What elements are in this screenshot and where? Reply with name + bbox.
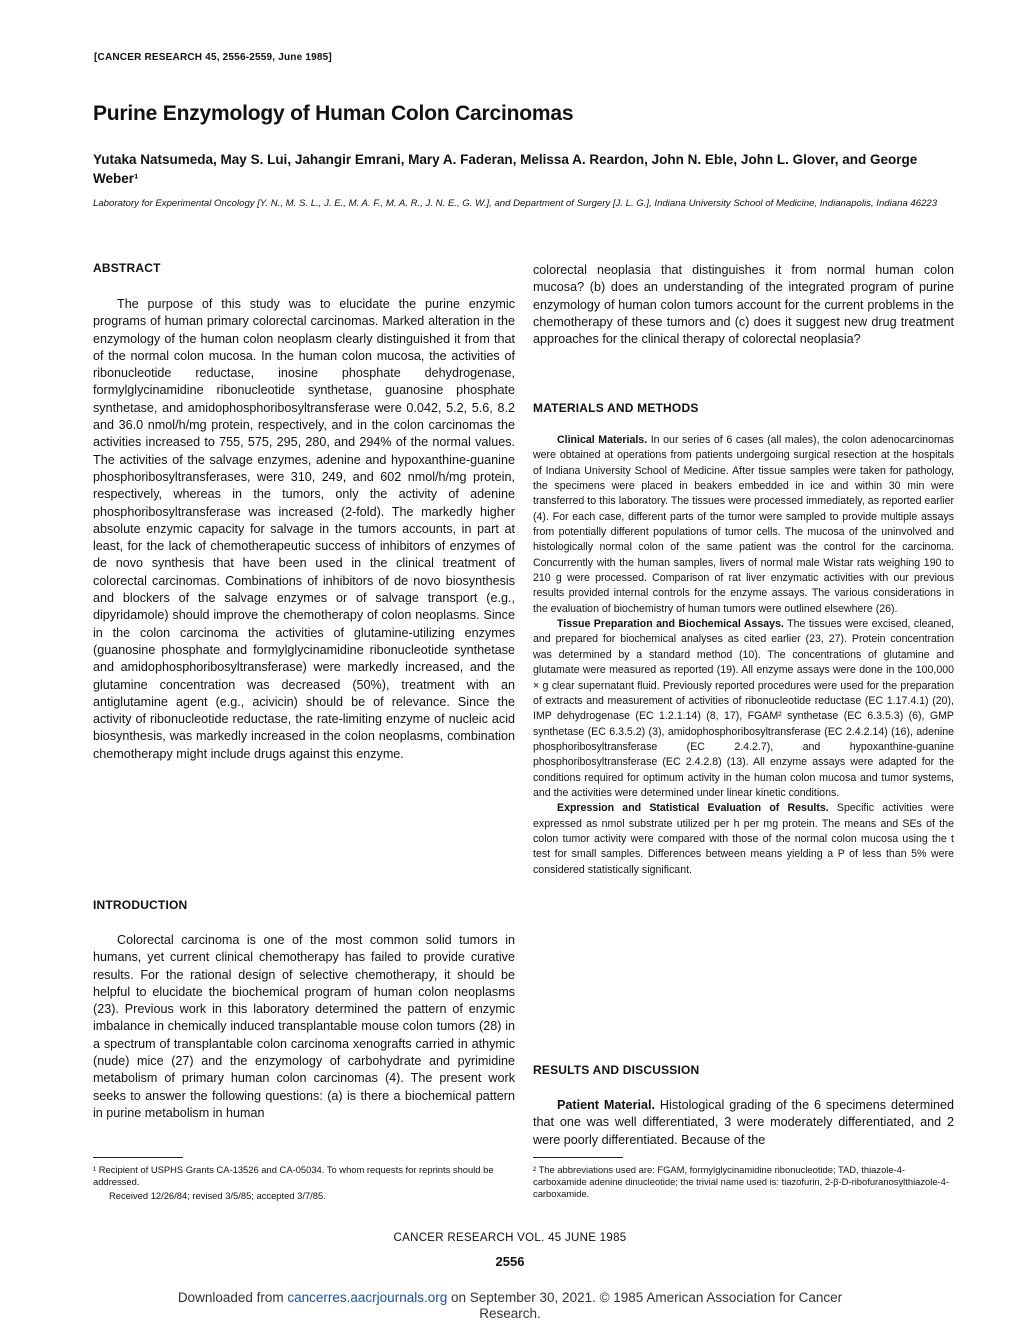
patient-material-runin: Patient Material. [557,1098,655,1112]
clinical-materials-text: In our series of 6 cases (all males), the colon adenocarcinomas were obtained at operations from patients undergoing surgical resection at the hospitals of Indiana University School of Medicine. After tissue samples were taken for pathology, the specimens were placed in beakers embedded in ice and within 30 min were transferred to this laboratory. The tissues were processed immediately, as reported earlier (4). For each case, different parts of the tumor were sampled to provide multiple assays from potentially different populations of tumor cells. The mucosa of the uninvolved and histologically normal colon of the same patient was the control for the carcinoma. Concurrently with the human samples, livers of normal male Wistar rats weighing 190 to 210 g were processed. Comparison of rat liver enzymatic activities with our previous results provided internal controls for the enzyme assays. The various considerations in the evaluation of biochemistry of human tumors were outlined elsewhere (26). [533,434,954,615]
introduction-continued-paragraph: colorectal neoplasia that distinguishes it from normal human colon mucosa? (b) does an understanding of the integrated program of purine enzymology of human colon tumors account for the current problems in the chemotherapy of these tumors and (c) does it suggest new drug treatment approaches for the clinical therapy of colorectal neoplasia? [533,263,954,347]
footnote-1: ¹ Recipient of USPHS Grants CA-13526 and CA-05034. To whom requests for reprints should be addressed. [93,1164,494,1188]
affiliation: Laboratory for Experimental Oncology [Y. N., M. S. L., J. E., M. A. F., M. A. R., J. N. E., G. W.], and Department of Surgery [J. L. G.], Indiana University School of Medicine, Indianapolis, Indiana 46223 [93,198,938,209]
download-suffix: on September 30, 2021. © 1985 American Association for Cancer [450,1290,843,1305]
journal-footer: CANCER RESEARCH VOL. 45 JUNE 1985 [393,1232,627,1244]
journal-citation: [CANCER RESEARCH 45, 2556-2559, June 1985] [94,52,332,63]
footnote-2: ² The abbreviations used are: FGAM, formylglycinamidine ribonucleotide; TAD, thiazole-4-carboxamide adenine dinucleotide; the trivial name used is: tiazofurin, 2-β-D-ribofuranosylthiazole-4-carboxamide. [533,1164,950,1200]
abstract-paragraph: The purpose of this study was to elucidate the purine enzymic programs of human primary colorectal carcinomas. Marked alteration in the enzymology of the human colon neoplasm clearly distinguished it from that of the normal colon mucosa. In the human colon mucosa, the activities of ribonucleotide reductase, inosine phosphate dehydrogenase, formylglycinamidine ribonucleotide synthetase, guanosine phosphate synthetase, and amidophosphoribosyltransferase were 0.042, 5.2, 5.6, 8.2 and 36.0 nmol/h/mg protein, respectively, and in the colon carcinomas the activities increased to 755, 575, 295, 280, and 294% of the normal values. The activities of the salvage enzymes, adenine and hypoxanthine-guanine phosphoribosyltransferases, were 310, 249, and 602 nmol/h/mg protein, respectively, whereas in the tumors, only the activity of adenine phosphoribosyltransferase was increased (2-fold). The markedly higher absolute enzymic capacity for salvage in the tumors accounts, in part at least, for the lack of chemotherapeutic success of inhibitors of enzymes of de novo synthesis that have been used in the clinical treatment of colorectal carcinomas. Combinations of inhibitors of de novo biosynthesis and blockers of the salvage enzymes or of salvage transport (e.g., dipyridamole) should improve the chemotherapy of colon neoplasms. Since in the colon carcinoma the activities of glutamine-utilizing enzymes (guanosine phosphate and formylglycinamidine ribonucleotide synthetase and amidophosphoribosyltransferase) were markedly increased, and the glutamine concentration was decreased (50%), treatment with an antiglutamine agent (e.g., acivicin) should be of relevance. Since the activity of ribonucleotide reductase, the rate-limiting enzyme of nucleic acid biosynthesis, was markedly increased in the colon neoplasms, combination chemotherapy might include drugs against this enzyme. [93,297,515,761]
patient-material-text: Histological grading of the 6 specimens determined that one was well differentiated, 3 were moderately differentiated, and 2 were poorly differentiated. Because of the [533,1098,954,1147]
received-dates: Received 12/26/84; revised 3/5/85; accepted 3/7/85. [109,1190,326,1201]
introduction-heading: INTRODUCTION [93,898,188,912]
introduction-paragraph: Colorectal carcinoma is one of the most common solid tumors in humans, yet current clinical chemotherapy has failed to provide curative results. For the rational design of selective chemotherapy, it should be helpful to elucidate the biochemical program of human colon neoplasms (23). Previous work in this laboratory determined the pattern of enzymic imbalance in chemically induced transplantable mouse colon tumors (28) in a spectrum of transplantable colon carcinoma xenografts carried in athymic (nude) mice (27) and the enzymology of carbohydrate and pyrimidine metabolism of primary human colon carcinomas (4). The present work seeks to answer the following questions: (a) is there a biochemical pattern in purine metabolism in human [93,933,515,1120]
abstract-heading: ABSTRACT [93,261,161,275]
results-heading: RESULTS AND DISCUSSION [533,1063,700,1077]
tissue-preparation-runin: Tissue Preparation and Biochemical Assays. [557,618,784,631]
patient-material-paragraph [533,1097,954,1149]
abstract-body [93,296,515,763]
footnote-divider-right [533,1157,623,1158]
expression-text: Specific activities were expressed as nmol substrate utilized per h per mg protein. The means and SEs of the colon tumor activity were compared with those of the normal colon mucosa using the t test for small samples. Differences between means yielding a P of less than 5% were considered statistically significant. [533,802,954,876]
tissue-preparation-paragraph [533,617,954,801]
author-list: Yutaka Natsumeda, May S. Lui, Jahangir Emrani, Mary A. Faderan, Melissa A. Reardon, John N. Eble, John L. Glover, and George Weber¹ [93,152,918,186]
clinical-materials-runin: Clinical Materials. [557,434,648,446]
expression-runin: Expression and Statistical Evaluation of Results. [557,802,829,815]
introduction-continued [533,262,954,348]
results-body [533,1097,954,1149]
download-notice [0,1290,1020,1322]
download-line-2: Research. [479,1306,541,1321]
download-prefix: Downloaded from [177,1290,284,1305]
expression-paragraph [533,801,954,878]
introduction-body [93,932,515,1122]
methods-body [533,433,954,878]
clinical-materials-paragraph [533,433,954,617]
methods-heading: MATERIALS AND METHODS [533,401,699,415]
tissue-preparation-text: The tissues were excised, cleaned, and prepared for biochemical analyses as cited earlier (23, 27). Protein concentration was determined by a standard method (10). The concentrations of glutamine and glutamate were measured as reported (19). All enzyme assays were done in the 100,000 × g clear supernatant fluid. Previously reported procedures were used for the preparation of extracts and measurement of activities of ribonucleotide reductase (EC 1.17.4.1) (20), IMP dehydrogenase (EC 1.2.1.14) (8, 17), FGAM² synthetase (EC 6.3.5.3) (6), GMP synthetase (EC 6.3.5.2) (3), amidophosphoribosyltransferase (EC 2.4.2.14) (16), adenine phosphoribosyltransferase (EC 2.4.2.7), and hypoxanthine-guanine phosphoribosyltransferase (EC 2.4.2.8) (13). All enzyme assays were adapted for the conditions required for optimum activity in the human colon mucosa and tumor systems, and the activities were determined under linear kinetic conditions. [533,618,954,799]
page-number: 2556 [495,1254,525,1269]
download-link[interactable]: cancerres.aacrjournals.org [287,1290,448,1305]
footnote-divider-left [93,1157,183,1158]
article-title: Purine Enzymology of Human Colon Carcinomas [93,102,574,125]
